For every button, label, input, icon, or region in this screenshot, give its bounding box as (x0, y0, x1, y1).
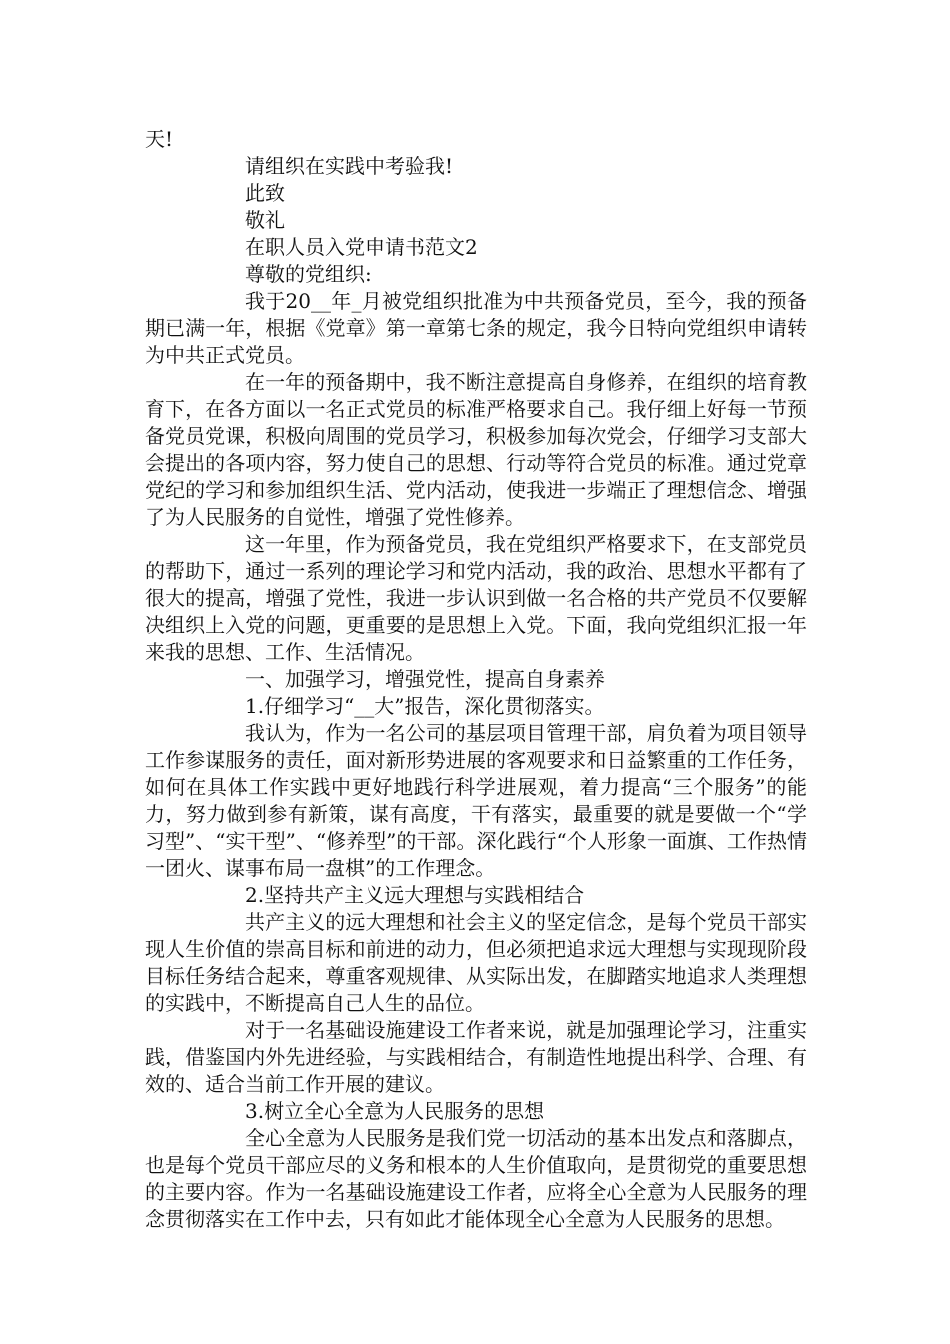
salutation-jingli: 敬礼 (245, 208, 285, 232)
paragraph-ideals: 共产主义的远大理想和社会主义的坚定信念，是每个党员干部实现人生价值的崇高目标和前进的动力，但必须把追求远大理想与实现现阶段目标任务结合起来，尊重客观规律、从实际出发，在脚踏实地追求人类理想的实践中，不断提高自己人生的品位。 (145, 910, 807, 1015)
greeting: 尊敬的党组织: (245, 262, 372, 286)
paragraph-closing-fragment: 天! (145, 127, 174, 151)
heading-study: 一、加强学习，增强党性，提高自身素养 (245, 667, 605, 691)
paragraph-infrastructure: 对于一名基础设施建设工作者来说，就是加强理论学习，注重实践，借鉴国内外先进经验，与实践相结合，有制造性地提出科学、合理、有效的、适合当前工作开展的建议。 (145, 1018, 807, 1096)
paragraph-application: 我于20__年_月被党组织批准为中共预备党员，至今，我的预备期已满一年，根据《党章》第一章第七条的规定，我今日特向党组织申请转为中共正式党员。 (145, 289, 807, 367)
paragraph-request-test: 请组织在实践中考验我! (245, 154, 454, 178)
paragraph-serve-people: 全心全意为人民服务是我们党一切活动的基本出发点和落脚点，也是每个党员干部应尽的义务和根本的人生价值取向，是贯彻党的重要思想的主要内容。作为一名基础设施建设工作者，应将全心全意为人民服务的理念贯彻落实在工作中去，只有如此才能体现全心全意为人民服务的思想。 (145, 1126, 807, 1231)
document-body (145, 126, 807, 1233)
section-title: 在职人员入党申请书范文2 (245, 235, 478, 259)
paragraph-year-review: 这一年里，作为预备党员，我在党组织严格要求下，在支部党员的帮助下，通过一系列的理论学习和党内活动，我的政治、思想水平都有了很大的提高，增强了党性，我进一步认识到做一名合格的共产党员不仅要解决组织上入党的问题，更重要的是思想上入党。下面，我向党组织汇报一年来我的思想、工作、生活情况。 (145, 532, 807, 664)
subheading-report-study: 1.仔细学习“__大”报告，深化贯彻落实。 (245, 694, 605, 718)
salutation-cizhi: 此致 (245, 181, 285, 205)
subheading-ideals: 2.坚持共产主义远大理想与实践相结合 (245, 883, 585, 907)
paragraph-manager-role: 我认为，作为一名公司的基层项目管理干部，肩负着为项目领导工作参谋服务的责任，面对新形势进展的客观要求和日益繁重的工作任务，如何在具体工作实践中更好地践行科学进展观，着力提高“三个服务”的能力，努力做到参有新策，谋有高度，干有落实，最重要的就是要做一个“学习型”、“实干型”、“修养型”的干部。深化践行“个人形象一面旗、工作热情一团火、谋事布局一盘棋”的工作理念。 (145, 721, 807, 880)
subheading-serve-people: 3.树立全心全意为人民服务的思想 (245, 1099, 545, 1123)
paragraph-probation: 在一年的预备期中，我不断注意提高自身修养，在组织的培育教育下，在各方面以一名正式党员的标准严格要求自己。我仔细上好每一节预备党员党课，积极向周围的党员学习，积极参加每次党会，仔细学习支部大会提出的各项内容，努力使自己的思想、行动等符合党员的标准。通过党章党纪的学习和参加组织生活、党内活动，使我进一步端正了理想信念、增强了为人民服务的自觉性，增强了党性修养。 (145, 370, 807, 529)
